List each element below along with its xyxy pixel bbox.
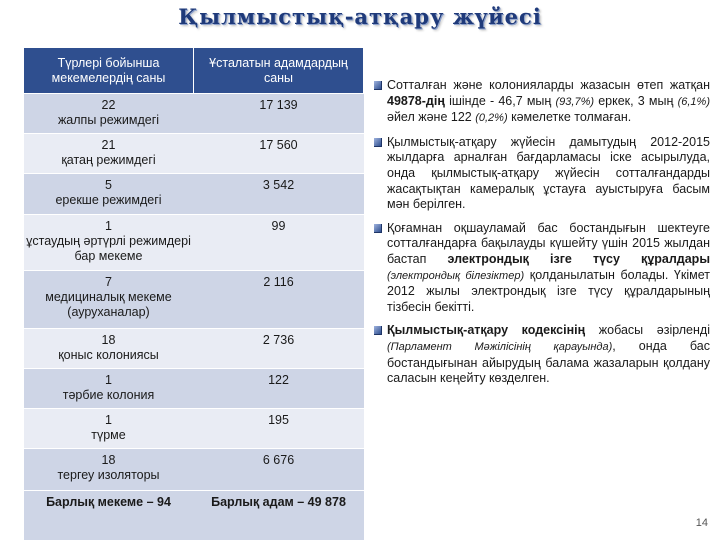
square-bullet-icon [374,224,382,233]
table-row [24,174,364,215]
institution-type: медициналық мекеме (ауруханалар) [45,290,172,319]
text-segment: еркек, 3 мың [594,93,678,108]
square-bullet-icon [374,81,382,90]
total-people: Барлық адам – 49 878 [194,491,364,540]
total-institutions: Барлық мекеме – 94 [24,491,194,540]
square-bullet-icon [374,326,382,335]
table-row [24,271,364,329]
table-row [24,215,364,271]
institution-count: 22 [101,98,116,112]
institution-cell [24,369,194,409]
text-segment: қолданылатын болады. Үкімет 2012 жылы электрондық ізге түсу құралдарының тізбесін бекітті. [387,267,710,314]
table-row [24,94,364,134]
people-count: 122 [194,369,364,409]
parliament-note: (Парламент Мәжілісінің қарауында) [387,340,613,353]
percent-minor: (0,2%) [475,112,508,125]
people-count: 17 139 [194,94,364,134]
institution-type: ерекше режимдегі [55,193,162,207]
table-row [24,369,364,409]
institution-cell [24,409,194,449]
institution-type: түрме [91,428,126,442]
institutions-table [23,47,364,540]
code-highlight: Қылмыстық-атқару кодексінің [387,323,586,338]
square-bullet-icon [374,138,382,147]
table-row [24,409,364,449]
institution-cell [24,134,194,174]
text-segment: әйел және 122 [387,110,476,125]
people-count: 6 676 [194,449,364,491]
bullet-item [374,323,710,386]
people-count: 195 [194,409,364,449]
page-number: 14 [695,517,708,529]
text-segment: кәмелетке толмаған. [507,110,632,125]
table-row [24,449,364,491]
column-header-institutions: Түрлері бойынша мекемелердің саны [24,48,194,94]
table-row [24,329,364,369]
institution-cell [24,174,194,215]
text-segment: Қылмыстық-атқару жүйесін дамытудың 2012-2015 жылдарға арналған бағдарламасы іске асырылуда, онда қылмыстық-атқару жүйесін сотталғандарды жасақтықтан камералық ұстауға ауыстыруға басым мән берілген. [387,134,710,212]
text-segment: Қоғамнан оқшауламай бас бостандығын шектеуге сотталғандарға бақылауды күшейту үшін 2015 жылдан бастап [387,220,710,266]
percent-female: (6,1%) [677,95,710,108]
bullet-list [374,78,710,395]
text-segment: , онда бас бостандығынан айырудың балама жазаларын қолдану саласын кеңейту көзделген. [387,338,710,386]
people-count: 99 [194,215,364,271]
institution-count: 18 [101,333,116,347]
institution-count: 7 [105,275,112,289]
institution-type: қоныс колониясы [58,348,159,362]
column-header-people: Ұсталатын адамдардың саны [194,48,364,94]
institution-count: 5 [105,178,112,192]
institution-cell [24,271,194,329]
institution-cell [24,449,194,491]
institution-type: тергеу изоляторы [57,468,160,482]
institution-type: жалпы режимдегі [57,113,160,127]
people-count: 3 542 [194,174,364,215]
bullet-item [374,221,710,316]
slide-title: Қылмыстық-атқару жүйесі [178,4,542,29]
bullet-item [374,78,710,127]
table-total-row [24,491,364,540]
prisoner-total-highlight: 49878-дің [387,93,445,108]
people-count: 2 736 [194,329,364,369]
institution-type: қатаң режимдегі [61,153,156,167]
institution-cell [24,94,194,134]
people-count: 2 116 [194,271,364,329]
institution-count: 1 [105,413,112,427]
text-segment: ішінде - 46,7 мың [444,93,556,108]
institution-cell [24,329,194,369]
electronic-tracking-highlight: электрондық ізге түсу құралдары [447,251,710,266]
institution-type: ұстаудың әртүрлі режимдері бар мекеме [26,234,191,263]
institution-type: тәрбие колония [62,388,155,402]
percent-male: (93,7%) [555,95,595,108]
institution-count: 18 [101,453,116,467]
institution-cell [24,215,194,271]
bracelets-note: (электрондық білезіктер) [387,269,525,282]
table-row [24,134,364,174]
people-count: 17 560 [194,134,364,174]
institution-count: 21 [101,138,116,152]
institution-count: 1 [105,373,112,387]
bullet-item [374,135,710,213]
institution-count: 1 [105,219,112,233]
table-header-row [24,48,364,94]
text-segment: Сотталған және колонияларды жазасын өтеп жатқан [387,78,710,92]
text-segment: жобасы әзірленді [585,323,710,338]
